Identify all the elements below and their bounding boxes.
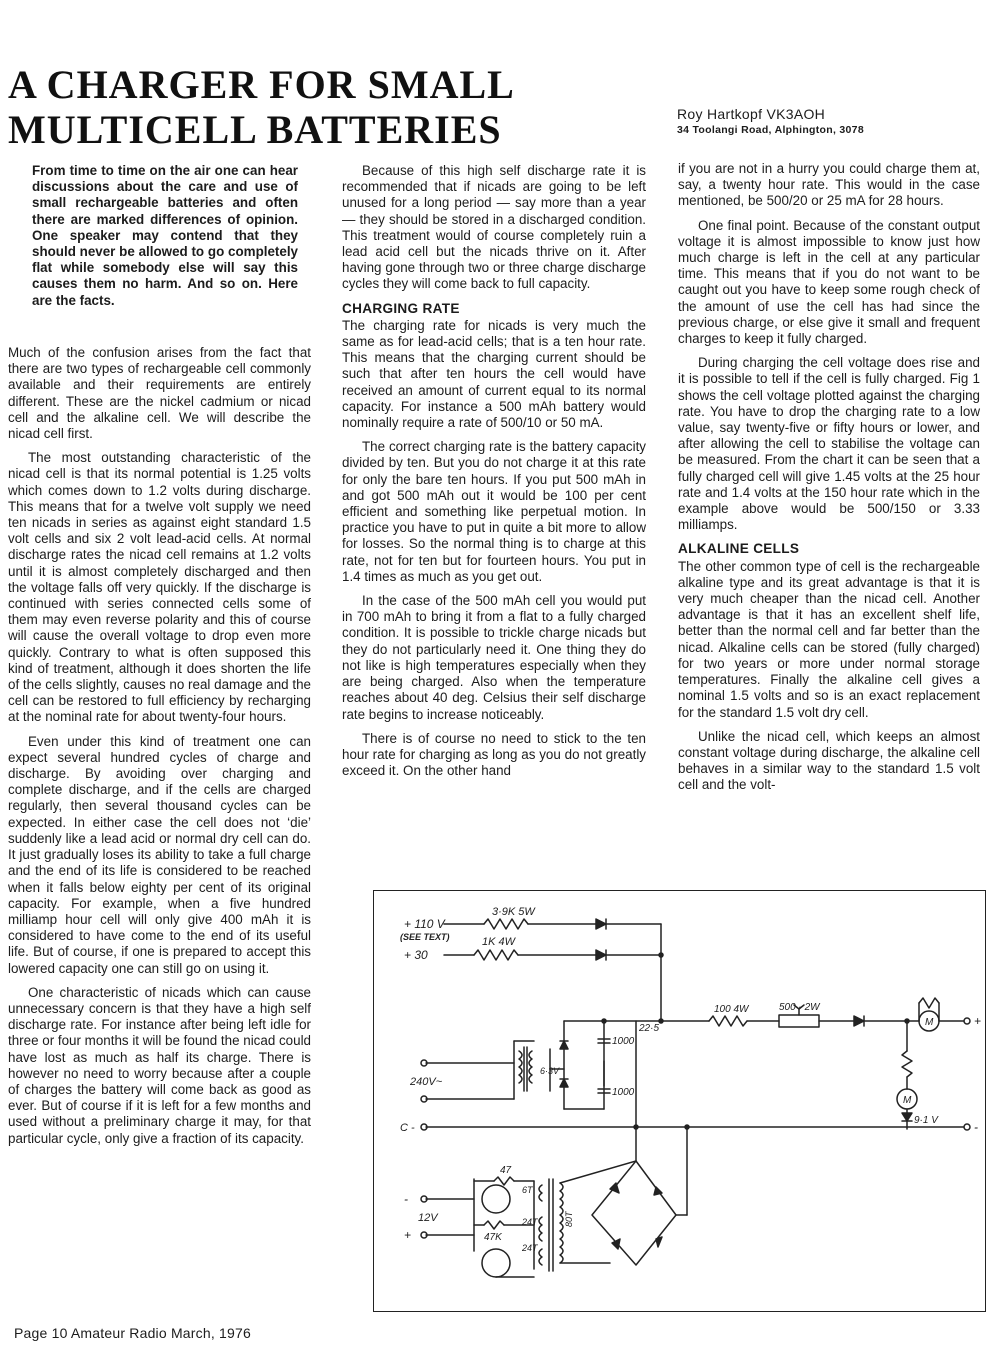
col1-paragraph-2: The most outstanding characteristic of the nicad cell is that its normal potential is 1.25 volts which comes down to 1.2 volts during discharge. This means that for a twelve volt supply we need ten nicads in series as against eight standard 1.5 volt cells and six 2 volt lead-acid cells. At normal discharge rates the nicad cell remains at 1.2 volts until it is almost completely discharged and then the voltage falls off very quickly. If the discharge is continued with series connected cells some of them may even reverse polarity and this of course will cause the overall voltage to drop even more quickly. Contrary to what is often supposed this kind of treatment, although it does shorten the life of the cells slightly, causes no real damage and the cell can be restored to full efficiency by recharging at the nominal rate for about twenty-four hours. xyxy=(8,450,311,725)
label-12v: 12V xyxy=(418,1212,438,1224)
lede-paragraph: From time to time on the air one can hear discussions about the care and use of small rechargeable batteries and often there are marked differences of opinion. One speaker may contend that they should never be allowed to go completely flat while somebody else will say this causes them no harm. And so on. Here are the facts. xyxy=(32,163,298,308)
col1-paragraph-3: Even under this kind of treatment one can expect several hundred cycles of charge and discharge. By avoiding over charging and complete discharge, and if the cells are charged regularly, then several thousand cycles can be expected. In either case the cell does not ‘die’ suddenly like a lead acid or normal dry cell can do. It just gradually loses its ability to take a full charge and the end of its life is considered to be reached when it falls below eighty per cent of its original capacity. For example, when a five hundred milliamp hour cell will only give 400 mAh it is considered to have come to the end of its useful life. But of course, if one is prepared to accept this lowered capacity one can still go on using it. xyxy=(8,733,311,976)
label-c-minus: C - xyxy=(400,1122,415,1134)
label-100-resistor: 100 4W xyxy=(714,1004,749,1015)
col1-paragraph-1: Much of the confusion arises from the fact that there are two types of rechargeable cell commonly available and their requirements are entirely different. These are the nickel cadmium or nicad cell and the alkaline cell. We will describe the nicad cell first. xyxy=(8,345,311,442)
label-500-resistor: 500 - 2W xyxy=(779,1002,820,1013)
col3-paragraph-5: Unlike the nicad cell, which keeps an almost constant voltage during discharge, the alkaline cell behaves in a similar way to the standard 1.5 volt cell and the volt- xyxy=(678,728,980,793)
label-1000-cap-b: 1000 xyxy=(612,1087,635,1098)
col3-paragraph-1: if you are not in a hurry you could charge them at, say, a twenty hour rate. This would in the case mentioned, be 500/20 or 25 mA for 28 hours. xyxy=(678,161,980,209)
schematic-110v-branch xyxy=(444,919,661,1021)
label-negative-input: - xyxy=(404,1192,408,1206)
col2-paragraph-5: There is of course no need to stick to the ten hour rate for charging as long as you do not greatly exceed it. On the other hand xyxy=(342,730,646,779)
label-meter-2: M xyxy=(903,1095,912,1106)
title-line-1: A CHARGER FOR SMALL xyxy=(8,62,515,107)
author-address: 34 Toolangi Road, Alphington, 3078 xyxy=(677,124,864,136)
schematic-positive-rail xyxy=(564,998,970,1031)
col3-paragraph-3: During charging the cell voltage does rise and it is possible to tell if the cell is fully charged. Fig 1 shows the cell voltage plotted against the charging rate. You have to drop the charging rate to a low value, say twenty-five or fifty hours or lower, and after allowing the cell to stabilise the voltage can be measured. From the chart it can be seen that a fully charged cell will give 1.45 volts at the 25 hour rate and 1.4 volts at the 150 hour rate which in the example above would be 500/150 or 3.33 milliamps. xyxy=(678,355,980,533)
heading-charging-rate: CHARGING RATE xyxy=(342,300,460,316)
label-47-resistor: 47 xyxy=(500,1165,512,1176)
col3-paragraph-4: The other common type of cell is the rechargeable alkaline type and its great advantage is that it is very much cheaper than the nicad cell. Another advantage is that it has an excellent shelf life, better than the normal cell and far better than the nicad. Alkaline cells can be stored (fully charged) for two years or more under normal storage temperatures. Finally the alkaline cell gives a nominal 1.5 volts and so is an exact replacement for the standard 1.5 volt dry cell. xyxy=(678,558,980,720)
label-22-5: 22·5 xyxy=(639,1023,660,1034)
label-80t-winding: 80T xyxy=(564,1211,574,1227)
col2-paragraph-4: In the case of the 500 mAh cell you would put in 700 mAh to bring it from a flat to a fully charged condition. It is possible to trickle charge nicads but they do not particularly need it. One thing they do not like is high temperatures especially when they are being charged. Also when the temperature reaches about 40 deg. Celsius their self discharge rate begins to increase noticeably. xyxy=(342,593,646,722)
col1-paragraph-4: One characteristic of nicads which can cause unnecessary concern is that they have a high self discharge rate. For instance after being left idle for three or four months it will be found the nicad could have lost as much as half its charge. There is however no need to worry because after a couple of charges the battery will come back as good as ever. But of course if it is left for a few months and used without a preliminary charge it may, for that particular cycle, only give a fraction of its capacity. xyxy=(8,984,311,1146)
label-9-1v-zener: 9·1 V xyxy=(914,1115,938,1126)
label-24t-winding-b: 24T xyxy=(522,1243,538,1253)
label-39k-resistor: 3·9K 5W xyxy=(492,906,535,918)
label-30v: + 30 xyxy=(404,948,428,962)
col2-paragraph-3: The correct charging rate is the battery capacity divided by ten. But you do not charge it at this rate for only the bare ten hours. If you put 500 mAh in and got 500 mAh out it would be 100 per cent efficient and something like perpetual motion. In practice you have to put in quite a bit more to allow for losses. So the normal thing is to charge at this rate, not for ten but for fourteen hours. You put in 1.4 times as much as you get out. xyxy=(342,439,646,584)
column-3 xyxy=(678,161,980,802)
label-24t-winding-a: 24T xyxy=(522,1217,538,1227)
article-title xyxy=(8,62,515,152)
title-line-2: MULTICELL BATTERIES xyxy=(8,107,502,152)
author-name: Roy Hartkopf VK3AOH xyxy=(677,106,826,122)
col2-paragraph-2: The charging rate for nicads is very much the same as for lead-acid cells; that is a ten hour rate. This means that the charging current should be such that after ten hours the cell would have received an amount of current equal to its normal capacity. For instance a 500 mAh battery would nominally require a rate of 500/10 or 50 mA. xyxy=(342,317,646,431)
circuit-schematic-figure xyxy=(373,890,986,1312)
schematic-meter-branch xyxy=(897,1021,917,1129)
label-positive-output: + xyxy=(974,1014,982,1028)
label-1k-resistor: 1K 4W xyxy=(482,936,516,948)
label-1000-cap-a: 1000 xyxy=(612,1036,635,1047)
col3-paragraph-2: One final point. Because of the constant output voltage it is almost impossible to know just how much charge is left in the cell at any particular time. This means that if you do not want to be caught out you have to keep some rough check of the amount of use the cell has had since the previous charge, or else give it small and frequent charges to keep it fully charged. xyxy=(678,217,980,347)
column-2 xyxy=(342,163,646,787)
schematic-30v-branch xyxy=(444,950,663,960)
label-meter-1: M xyxy=(925,1017,934,1028)
page-footer: Page 10 Amateur Radio March, 1976 xyxy=(14,1325,251,1341)
label-6-3v: 6·3V xyxy=(540,1066,560,1076)
label-47k-resistor: 47K xyxy=(484,1232,502,1243)
byline xyxy=(677,106,864,136)
circuit-schematic xyxy=(374,891,985,1311)
heading-alkaline-cells: ALKALINE CELLS xyxy=(678,541,800,557)
column-1 xyxy=(8,345,311,1155)
label-positive-input: + xyxy=(404,1228,412,1242)
label-see-text: (SEE TEXT) xyxy=(400,932,450,942)
label-110v: + 110 V xyxy=(404,917,445,931)
schematic-bridge-rectifier xyxy=(592,1127,687,1265)
schematic-negative-rail xyxy=(421,1021,970,1161)
col2-paragraph-1: Because of this high self discharge rate it is recommended that if nicads are going to be left unused for a long period — say more than a year — they should be stored in a discharged condition. This treatment would of course completely ruin a lead acid cell but the nicads thrive on it. After having gone through two or three charge discharge cycles they will come back to full capacity. xyxy=(342,163,646,292)
label-negative-output: - xyxy=(974,1120,978,1134)
label-6t-winding: 6T xyxy=(522,1185,533,1195)
schematic-mains-supply xyxy=(421,1021,610,1109)
label-240v: 240V~ xyxy=(410,1076,443,1088)
